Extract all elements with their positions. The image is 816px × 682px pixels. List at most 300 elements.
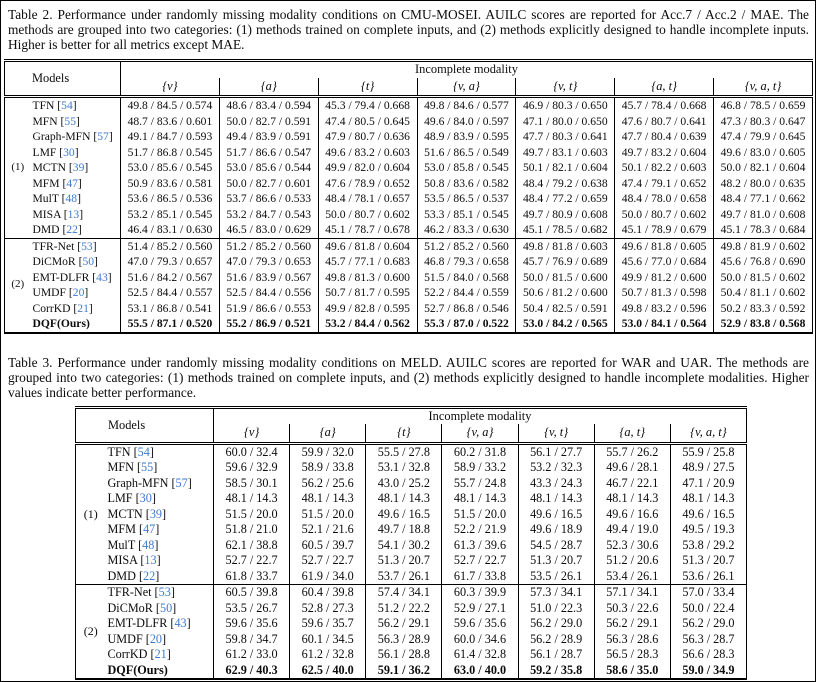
table3-subheader-v: {v} <box>214 424 290 443</box>
score-cell: 55.9 / 25.8 <box>670 443 746 460</box>
citation-link[interactable]: 57 <box>97 130 109 143</box>
model-name: MFN [55] <box>107 460 158 474</box>
table3-caption: Table 3. Performance under randomly missing modality conditions on MELD. AUILC scores are reported for WAR and UAR. The methods are grouped into two categories: (1) methods trained on complete inputs, and (2) methods explicitly designed to handle incomplete modalities. Higher values indicate better performance. <box>8 354 809 400</box>
model-name: Graph-MFN [57] <box>32 130 113 143</box>
score-cell: 50.0 / 80.7 / 0.602 <box>615 207 714 223</box>
score-cell: 58.9 / 33.2 <box>442 460 518 476</box>
citation-link[interactable]: 48 <box>142 537 155 552</box>
score-cell: 53.3 / 85.1 / 0.545 <box>417 207 516 223</box>
score-cell: 59.6 / 35.6 <box>442 616 518 632</box>
score-cell: 60.1 / 34.5 <box>290 632 366 648</box>
score-cell: 45.3 / 79.4 / 0.668 <box>318 97 417 114</box>
group-label: (2) <box>5 238 31 333</box>
score-cell: 53.8 / 29.2 <box>670 538 746 554</box>
score-cell: 49.6 / 84.0 / 0.597 <box>417 114 516 130</box>
score-cell: 48.4 / 79.2 / 0.638 <box>516 176 615 192</box>
score-cell: 48.4 / 78.1 / 0.657 <box>318 191 417 207</box>
score-cell: 56.2 / 29.0 <box>670 616 746 632</box>
score-cell: 58.5 / 30.1 <box>214 476 290 492</box>
model-name: MCTN [39] <box>32 161 89 174</box>
table2-subheader-va: {v, a} <box>417 78 516 97</box>
model-name: EMT-DLFR [43] <box>32 270 112 284</box>
score-cell: 46.7 / 22.1 <box>594 476 670 492</box>
score-cell: 48.1 / 14.3 <box>670 491 746 507</box>
score-cell: 51.4 / 85.2 / 0.560 <box>121 238 220 254</box>
score-cell: 48.9 / 83.9 / 0.595 <box>417 129 516 145</box>
model-name: DQF(Ours) <box>32 317 90 330</box>
group-label: (1) <box>11 161 25 173</box>
score-cell: 47.7 / 80.3 / 0.641 <box>516 129 615 145</box>
model-name: MFM [47] <box>107 522 160 536</box>
score-cell: 57.1 / 34.1 <box>594 585 670 601</box>
table2-body <box>5 97 813 333</box>
score-cell: 50.8 / 83.6 / 0.582 <box>417 176 516 192</box>
score-cell: 53.4 / 26.1 <box>594 569 670 585</box>
score-cell: 51.7 / 86.6 / 0.547 <box>219 145 318 161</box>
table-row <box>76 569 747 585</box>
score-cell: 53.1 / 86.8 / 0.541 <box>121 301 220 317</box>
citation-link[interactable]: 30 <box>63 145 75 159</box>
score-cell: 59.6 / 32.9 <box>214 460 290 476</box>
score-cell: 60.0 / 34.6 <box>442 632 518 648</box>
score-cell: 52.9 / 27.1 <box>442 601 518 617</box>
score-cell: 53.5 / 86.5 / 0.537 <box>417 191 516 207</box>
score-cell: 52.5 / 84.4 / 0.557 <box>121 285 220 301</box>
score-cell: 60.0 / 32.4 <box>214 443 290 460</box>
score-cell: 43.0 / 25.2 <box>366 476 442 492</box>
score-cell: 51.7 / 86.8 / 0.545 <box>121 145 220 161</box>
score-cell: 47.7 / 80.4 / 0.639 <box>615 129 714 145</box>
model-name: MISA [13] <box>32 207 84 221</box>
score-cell: 50.4 / 82.5 / 0.591 <box>516 301 615 317</box>
table-row <box>5 114 813 130</box>
score-cell: 53.2 / 85.1 / 0.545 <box>121 207 220 223</box>
score-cell: 61.9 / 34.0 <box>290 569 366 585</box>
score-cell: 51.2 / 20.6 <box>594 553 670 569</box>
table-row <box>5 145 813 161</box>
citation-link[interactable]: 21 <box>154 647 167 661</box>
table-row <box>76 491 747 507</box>
citation-link[interactable]: 30 <box>139 491 152 505</box>
score-cell: 49.9 / 82.0 / 0.604 <box>318 160 417 176</box>
score-cell: 48.7 / 83.6 / 0.601 <box>121 114 220 130</box>
score-cell: 56.1 / 28.7 <box>518 647 594 663</box>
score-cell: 49.6 / 18.9 <box>518 522 594 538</box>
score-cell: 47.6 / 78.9 / 0.652 <box>318 176 417 192</box>
score-cell: 58.9 / 33.8 <box>290 460 366 476</box>
citation-link[interactable]: 22 <box>143 568 156 583</box>
score-cell: 60.2 / 31.8 <box>442 443 518 460</box>
score-cell: 45.7 / 78.4 / 0.668 <box>615 97 714 114</box>
model-name: MulT [48] <box>32 192 81 205</box>
citation-link[interactable]: 57 <box>175 475 188 490</box>
score-cell: 49.6 / 81.8 / 0.604 <box>318 238 417 254</box>
score-cell: 53.1 / 32.8 <box>366 460 442 476</box>
score-cell: 52.7 / 86.8 / 0.546 <box>417 301 516 317</box>
score-cell: 51.3 / 20.7 <box>518 553 594 569</box>
score-cell: 51.8 / 21.0 <box>214 522 290 538</box>
score-cell: 52.7 / 22.7 <box>214 553 290 569</box>
table-row <box>76 476 747 492</box>
score-cell: 61.8 / 33.7 <box>214 569 290 585</box>
citation-link[interactable]: 54 <box>137 444 150 459</box>
score-cell: 51.9 / 86.6 / 0.553 <box>219 301 318 317</box>
score-cell: 48.4 / 78.0 / 0.658 <box>615 191 714 207</box>
score-cell: 46.9 / 80.3 / 0.650 <box>516 97 615 114</box>
score-cell: 49.7 / 18.8 <box>366 522 442 538</box>
score-cell: 51.5 / 84.0 / 0.568 <box>417 270 516 286</box>
score-cell: 54.1 / 30.2 <box>366 538 442 554</box>
citation-link[interactable]: 55 <box>64 114 76 128</box>
score-cell: 52.7 / 22.7 <box>442 553 518 569</box>
score-cell: 49.6 / 83.0 / 0.605 <box>714 145 813 161</box>
score-cell: 47.4 / 80.5 / 0.645 <box>318 114 417 130</box>
score-cell: 46.5 / 83.0 / 0.629 <box>219 222 318 238</box>
score-cell: 51.5 / 20.0 <box>290 507 366 523</box>
score-cell: 61.7 / 33.8 <box>442 569 518 585</box>
score-cell: 45.1 / 78.5 / 0.682 <box>516 222 615 238</box>
score-cell: 45.7 / 76.9 / 0.689 <box>516 254 615 270</box>
score-cell: 51.6 / 86.5 / 0.549 <box>417 145 516 161</box>
score-cell: 47.4 / 79.9 / 0.645 <box>714 129 813 145</box>
table-row <box>76 663 747 680</box>
score-cell: 57.0 / 33.4 <box>670 585 746 601</box>
table-row <box>5 207 813 223</box>
score-cell: 49.7 / 80.9 / 0.608 <box>516 207 615 223</box>
score-cell: 61.4 / 32.8 <box>442 647 518 663</box>
table2-subheader-vt: {v, t} <box>516 78 615 97</box>
score-cell: 55.5 / 87.1 / 0.520 <box>121 316 220 333</box>
score-cell: 48.1 / 14.3 <box>366 491 442 507</box>
table-row <box>5 160 813 176</box>
table3-subheader-va: {v, a} <box>442 424 518 443</box>
model-name: EMT-DLFR [43] <box>107 616 191 630</box>
score-cell: 62.5 / 40.0 <box>290 663 366 680</box>
table3-body <box>76 443 747 679</box>
citation-link[interactable]: 13 <box>67 207 80 221</box>
score-cell: 56.2 / 29.0 <box>518 616 594 632</box>
score-cell: 52.1 / 21.6 <box>290 522 366 538</box>
table-row <box>5 176 813 192</box>
score-cell: 45.1 / 78.7 / 0.678 <box>318 222 417 238</box>
score-cell: 49.4 / 19.0 <box>594 522 670 538</box>
score-cell: 54.5 / 28.7 <box>518 538 594 554</box>
citation-link[interactable]: 47 <box>66 176 78 190</box>
score-cell: 51.6 / 84.2 / 0.567 <box>121 270 220 286</box>
table-row <box>76 647 747 663</box>
score-cell: 49.6 / 16.6 <box>594 507 670 523</box>
model-name: DiCMoR [50] <box>32 255 98 268</box>
table-row <box>76 538 747 554</box>
model-name: LMF [30] <box>32 145 79 159</box>
score-cell: 52.2 / 84.4 / 0.559 <box>417 285 516 301</box>
table3-subheader-a: {a} <box>290 424 366 443</box>
score-cell: 49.8 / 81.9 / 0.602 <box>714 238 813 254</box>
score-cell: 48.1 / 14.3 <box>594 491 670 507</box>
score-cell: 50.2 / 83.3 / 0.592 <box>714 301 813 317</box>
score-cell: 56.5 / 28.3 <box>594 647 670 663</box>
score-cell: 49.6 / 83.2 / 0.603 <box>318 145 417 161</box>
score-cell: 50.0 / 82.7 / 0.601 <box>219 176 318 192</box>
score-cell: 56.6 / 28.3 <box>670 647 746 663</box>
table-row <box>76 443 747 460</box>
score-cell: 48.9 / 27.5 <box>670 460 746 476</box>
score-cell: 47.3 / 80.3 / 0.647 <box>714 114 813 130</box>
score-cell: 60.5 / 39.7 <box>290 538 366 554</box>
score-cell: 58.6 / 35.0 <box>594 663 670 680</box>
model-name: UMDF [20] <box>107 631 167 646</box>
score-cell: 52.9 / 83.8 / 0.568 <box>714 316 813 333</box>
score-cell: 53.6 / 26.1 <box>670 569 746 585</box>
score-cell: 49.6 / 81.8 / 0.605 <box>615 238 714 254</box>
score-cell: 49.8 / 83.2 / 0.596 <box>615 301 714 317</box>
model-name: TFN [54] <box>107 444 154 459</box>
score-cell: 60.3 / 39.9 <box>442 585 518 601</box>
table-row <box>5 254 813 270</box>
score-cell: 61.3 / 39.6 <box>442 538 518 554</box>
citation-link[interactable]: 47 <box>143 522 156 536</box>
model-name: MFN [55] <box>32 114 80 128</box>
citation-link[interactable]: 39 <box>149 506 163 521</box>
score-cell: 49.8 / 81.3 / 0.600 <box>318 270 417 286</box>
score-cell: 56.2 / 29.1 <box>594 616 670 632</box>
score-cell: 46.4 / 83.1 / 0.630 <box>121 222 220 238</box>
citation-link[interactable]: 48 <box>65 192 78 205</box>
score-cell: 45.7 / 77.1 / 0.683 <box>318 254 417 270</box>
table-row <box>76 460 747 476</box>
score-cell: 50.0 / 81.5 / 0.600 <box>516 270 615 286</box>
score-cell: 61.2 / 33.0 <box>214 647 290 663</box>
score-cell: 49.7 / 81.0 / 0.608 <box>714 207 813 223</box>
score-cell: 48.4 / 77.1 / 0.662 <box>714 191 813 207</box>
score-cell: 51.2 / 85.2 / 0.560 <box>417 238 516 254</box>
score-cell: 50.0 / 22.4 <box>670 601 746 617</box>
citation-link[interactable]: 43 <box>96 270 108 284</box>
table3-subheader-at: {a, t} <box>594 424 670 443</box>
score-cell: 53.2 / 84.7 / 0.543 <box>219 207 318 223</box>
model-name: MCTN [39] <box>107 506 167 521</box>
table2 <box>4 59 813 334</box>
model-name: UMDF [20] <box>32 286 89 299</box>
score-cell: 45.6 / 76.8 / 0.690 <box>714 254 813 270</box>
score-cell: 50.1 / 82.2 / 0.603 <box>615 160 714 176</box>
score-cell: 50.7 / 81.3 / 0.598 <box>615 285 714 301</box>
score-cell: 53.0 / 85.8 / 0.545 <box>417 160 516 176</box>
score-cell: 49.9 / 82.8 / 0.595 <box>318 301 417 317</box>
score-cell: 55.5 / 27.8 <box>366 443 442 460</box>
score-cell: 59.2 / 35.8 <box>518 663 594 680</box>
table3-subheader-vt: {v, t} <box>518 424 594 443</box>
score-cell: 53.5 / 26.7 <box>214 601 290 617</box>
model-name: Graph-MFN [57] <box>107 475 192 490</box>
table2-caption: Table 2. Performance under randomly missing modality conditions on CMU-MOSEI. AUILC scores are reported for Acc.7 / Acc.2 / MAE. The methods are grouped into two categories: (1) methods trained on complete inputs, and (2) methods explicitly designed to handle incomplete inputs. Higher is better for all metrics except MAE. <box>8 7 809 52</box>
score-cell: 59.8 / 34.7 <box>214 632 290 648</box>
score-cell: 51.0 / 22.3 <box>518 601 594 617</box>
citation-link[interactable]: 50 <box>159 600 173 615</box>
score-cell: 56.3 / 28.9 <box>366 632 442 648</box>
score-cell: 60.5 / 39.8 <box>214 585 290 601</box>
score-cell: 56.2 / 25.6 <box>290 476 366 492</box>
score-cell: 50.0 / 80.7 / 0.602 <box>318 207 417 223</box>
score-cell: 46.8 / 79.3 / 0.658 <box>417 254 516 270</box>
score-cell: 56.1 / 27.7 <box>518 443 594 460</box>
score-cell: 56.3 / 28.7 <box>670 632 746 648</box>
score-cell: 51.2 / 22.2 <box>366 601 442 617</box>
citation-link[interactable]: 54 <box>61 99 73 112</box>
score-cell: 52.7 / 22.7 <box>290 553 366 569</box>
table3-incomplete-modality-header: Incomplete modality <box>214 407 747 424</box>
score-cell: 55.3 / 87.0 / 0.522 <box>417 316 516 333</box>
model-name: DQF(Ours) <box>107 662 168 677</box>
score-cell: 50.9 / 83.6 / 0.581 <box>121 176 220 192</box>
citation-link[interactable]: 43 <box>174 616 187 630</box>
score-cell: 59.0 / 34.9 <box>670 663 746 680</box>
score-cell: 53.5 / 26.1 <box>518 569 594 585</box>
score-cell: 52.3 / 30.6 <box>594 538 670 554</box>
citation-link[interactable]: 20 <box>149 631 163 646</box>
score-cell: 50.1 / 82.1 / 0.604 <box>516 160 615 176</box>
table-row <box>76 585 747 601</box>
table2-models-header: Models <box>5 61 121 97</box>
score-cell: 45.6 / 77.0 / 0.684 <box>615 254 714 270</box>
score-cell: 63.0 / 40.0 <box>442 663 518 680</box>
score-cell: 57.4 / 34.1 <box>366 585 442 601</box>
table2-incomplete-modality-header: Incomplete modality <box>121 61 813 78</box>
group-label: (2) <box>76 585 106 680</box>
score-cell: 56.3 / 28.6 <box>594 632 670 648</box>
citation-link[interactable]: 39 <box>72 161 85 174</box>
score-cell: 50.3 / 22.6 <box>594 601 670 617</box>
score-cell: 49.6 / 28.1 <box>594 460 670 476</box>
score-cell: 45.1 / 78.9 / 0.679 <box>615 222 714 238</box>
model-name: DMD [22] <box>32 223 82 236</box>
table-row <box>5 285 813 301</box>
score-cell: 60.4 / 39.8 <box>290 585 366 601</box>
table-row <box>5 191 813 207</box>
score-cell: 59.6 / 35.7 <box>290 616 366 632</box>
score-cell: 52.2 / 21.9 <box>442 522 518 538</box>
table2-subheader-a: {a} <box>219 78 318 97</box>
score-cell: 61.2 / 32.8 <box>290 647 366 663</box>
score-cell: 49.8 / 84.5 / 0.574 <box>121 97 220 114</box>
table-row <box>5 316 813 333</box>
table2-subheader-t: {t} <box>318 78 417 97</box>
score-cell: 51.3 / 20.7 <box>366 553 442 569</box>
score-cell: 45.1 / 78.3 / 0.684 <box>714 222 813 238</box>
score-cell: 50.7 / 81.7 / 0.595 <box>318 285 417 301</box>
score-cell: 56.2 / 29.1 <box>366 616 442 632</box>
score-cell: 53.0 / 85.6 / 0.544 <box>219 160 318 176</box>
citation-link[interactable]: 22 <box>66 223 78 236</box>
score-cell: 53.2 / 32.3 <box>518 460 594 476</box>
model-name: TFR-Net [53] <box>106 585 214 601</box>
score-cell: 48.2 / 80.0 / 0.635 <box>714 176 813 192</box>
table3 <box>75 406 747 681</box>
score-cell: 49.6 / 16.5 <box>518 507 594 523</box>
citation-link[interactable]: 21 <box>77 301 89 315</box>
score-cell: 51.5 / 20.0 <box>214 507 290 523</box>
table3-models-header: Models <box>76 407 214 443</box>
score-cell: 49.7 / 83.1 / 0.603 <box>516 145 615 161</box>
score-cell: 49.4 / 83.9 / 0.591 <box>219 129 318 145</box>
citation-link[interactable]: 50 <box>82 255 95 268</box>
score-cell: 53.7 / 26.1 <box>366 569 442 585</box>
score-cell: 57.3 / 34.1 <box>518 585 594 601</box>
model-name: CorrKD [21] <box>107 647 171 661</box>
model-name: MulT [48] <box>107 537 159 552</box>
model-name: LMF [30] <box>107 491 156 505</box>
score-cell: 49.9 / 81.2 / 0.600 <box>615 270 714 286</box>
score-cell: 49.8 / 84.6 / 0.577 <box>417 97 516 114</box>
table-row <box>76 616 747 632</box>
table-row <box>5 301 813 317</box>
score-cell: 49.7 / 83.2 / 0.604 <box>615 145 714 161</box>
score-cell: 59.9 / 32.0 <box>290 443 366 460</box>
score-cell: 53.0 / 84.1 / 0.564 <box>615 316 714 333</box>
score-cell: 55.7 / 24.8 <box>442 476 518 492</box>
table-row <box>5 238 813 254</box>
table-row <box>76 601 747 617</box>
score-cell: 48.1 / 14.3 <box>442 491 518 507</box>
score-cell: 47.4 / 79.1 / 0.652 <box>615 176 714 192</box>
citation-link[interactable]: 20 <box>72 286 85 299</box>
score-cell: 50.6 / 81.2 / 0.600 <box>516 285 615 301</box>
score-cell: 48.4 / 77.2 / 0.659 <box>516 191 615 207</box>
table-row <box>5 222 813 238</box>
citation-link[interactable]: 53 <box>81 239 93 253</box>
score-cell: 55.2 / 86.9 / 0.521 <box>219 316 318 333</box>
table3-subheader-t: {t} <box>366 424 442 443</box>
score-cell: 62.1 / 38.8 <box>214 538 290 554</box>
table3-subheader-vat: {v, a, t} <box>670 424 746 443</box>
score-cell: 48.1 / 14.3 <box>214 491 290 507</box>
citation-link[interactable]: 55 <box>141 460 154 474</box>
score-cell: 49.8 / 81.8 / 0.603 <box>516 238 615 254</box>
score-cell: 53.7 / 86.6 / 0.533 <box>219 191 318 207</box>
score-cell: 48.1 / 14.3 <box>518 491 594 507</box>
citation-link[interactable]: 13 <box>144 553 157 567</box>
score-cell: 62.9 / 40.3 <box>214 663 290 680</box>
score-cell: 49.6 / 16.5 <box>670 507 746 523</box>
score-cell: 52.8 / 27.3 <box>290 601 366 617</box>
score-cell: 53.0 / 84.2 / 0.565 <box>516 316 615 333</box>
score-cell: 49.5 / 19.3 <box>670 522 746 538</box>
table-row <box>76 507 747 523</box>
model-name: DiCMoR [50] <box>107 600 177 615</box>
score-cell: 53.0 / 85.6 / 0.545 <box>121 160 220 176</box>
score-cell: 51.5 / 20.0 <box>442 507 518 523</box>
score-cell: 49.1 / 84.7 / 0.593 <box>121 129 220 145</box>
score-cell: 50.0 / 81.5 / 0.602 <box>714 270 813 286</box>
score-cell: 48.6 / 83.4 / 0.594 <box>219 97 318 114</box>
model-name: TFR-Net [53] <box>31 238 121 254</box>
table-row <box>5 270 813 286</box>
score-cell: 51.3 / 20.7 <box>670 553 746 569</box>
model-name: TFN [54] <box>32 99 77 112</box>
score-cell: 47.1 / 20.9 <box>670 476 746 492</box>
score-cell: 47.1 / 80.0 / 0.650 <box>516 114 615 130</box>
score-cell: 43.3 / 24.3 <box>518 476 594 492</box>
score-cell: 47.9 / 80.7 / 0.636 <box>318 129 417 145</box>
table2-subheader-at: {a, t} <box>615 78 714 97</box>
citation-link[interactable]: 53 <box>158 585 171 599</box>
table-row <box>5 129 813 145</box>
score-cell: 47.0 / 79.3 / 0.657 <box>121 254 220 270</box>
score-cell: 46.8 / 78.5 / 0.659 <box>714 97 813 114</box>
table2-subheader-v: {v} <box>121 78 220 97</box>
score-cell: 50.0 / 82.1 / 0.604 <box>714 160 813 176</box>
table-row <box>76 632 747 648</box>
